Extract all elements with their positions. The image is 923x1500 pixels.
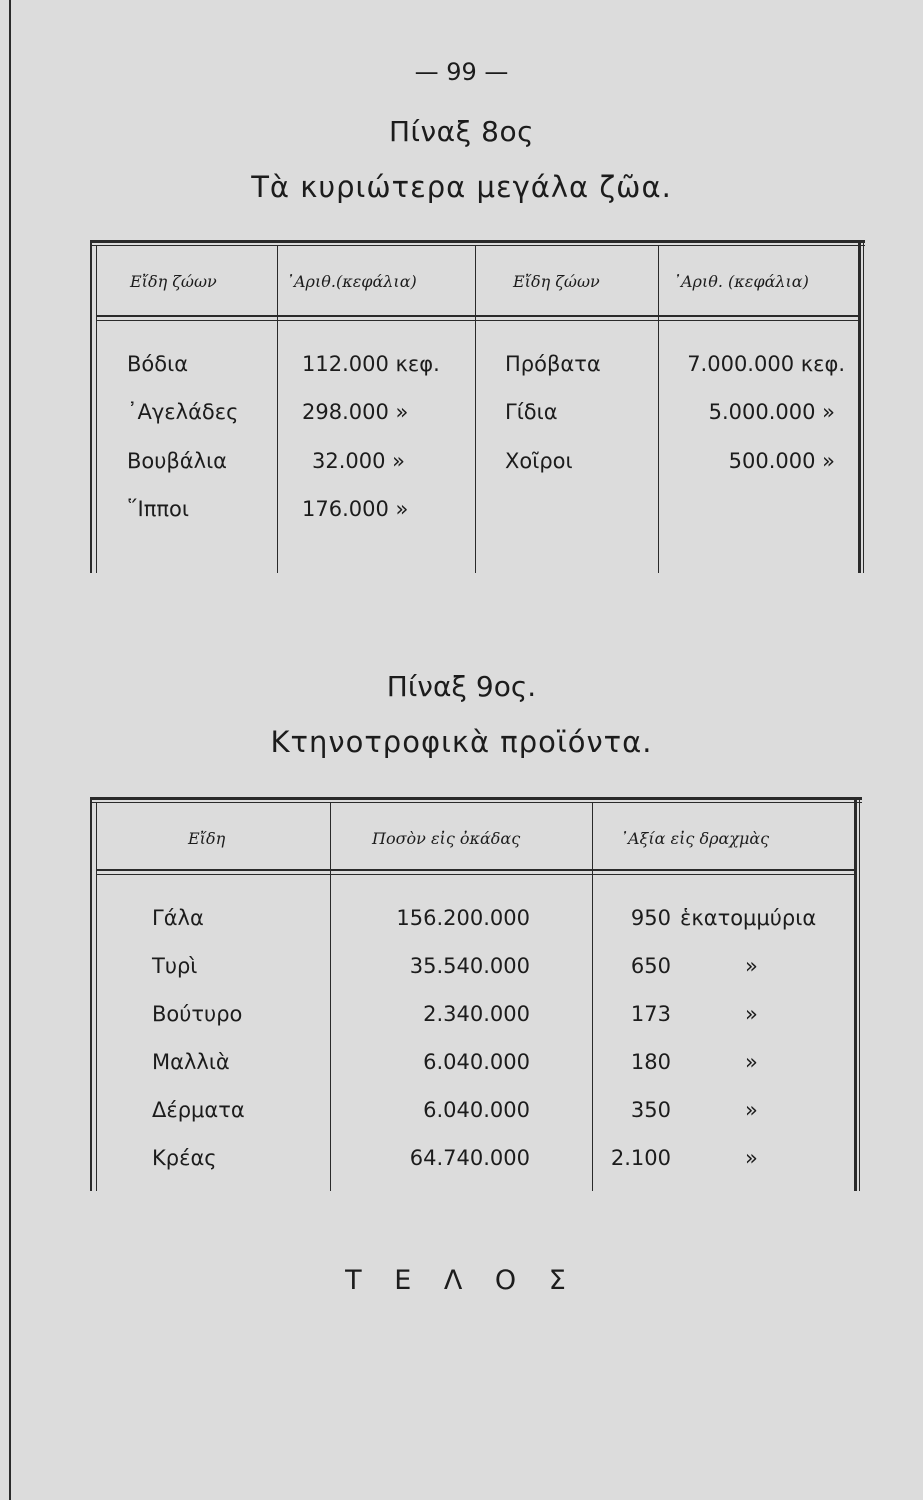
- table2-row1-unit: ἑκατομμύρια: [680, 906, 817, 930]
- table2-row4-unit: »: [745, 1050, 758, 1074]
- table1-row2-animal1: ᾿Αγελάδες: [127, 400, 239, 424]
- table2: [90, 797, 862, 1191]
- table1-row3-animal2: Χοῖροι: [505, 449, 573, 473]
- table2-header-quantity: Ποσὸν εἰς ὀκάδας: [372, 829, 521, 848]
- table1-row3-count1: 32.000 »: [312, 449, 406, 473]
- table1-header-kinds-a: Εἴδη ζώων: [130, 272, 217, 291]
- table1-row4-count1: 176.000 »: [302, 497, 409, 521]
- table1-row2-count1: 298.000 »: [302, 400, 409, 424]
- table2-row5-unit: »: [745, 1098, 758, 1122]
- table1-row1-animal2: Πρόβατα: [505, 352, 601, 376]
- ending-text: Τ Ε Λ Ο Σ: [345, 1265, 578, 1296]
- table2-row3-item: Βούτυρο: [152, 1002, 243, 1026]
- table2-header-kinds: Εἴδη: [188, 829, 226, 848]
- table1: [90, 240, 865, 573]
- table1-header-count-b: ᾿Αριθ. (κεφάλια): [673, 272, 809, 291]
- table2-row6-quantity: 64.740.000: [409, 1146, 530, 1170]
- table2-row2-unit: »: [745, 954, 758, 978]
- table1-header-count-a: ᾿Αριθ.(κεφάλια): [286, 272, 417, 291]
- table1-row3-animal1: Βουβάλια: [127, 449, 228, 473]
- table2-title: Πίναξ 9ος.: [386, 670, 537, 703]
- page-number: — 99 —: [414, 58, 509, 86]
- table2-row1-value: 950: [630, 906, 671, 930]
- table2-subtitle: Κτηνοτροφικὰ προϊόντα.: [270, 725, 653, 759]
- table1-row2-count2: 5.000.000 »: [708, 400, 835, 424]
- table2-row3-value: 173: [630, 1002, 671, 1026]
- table1-row2-animal2: Γίδια: [505, 400, 558, 424]
- table1-row3-count2: 500.000 »: [728, 449, 835, 473]
- table1-row1-count2: 7.000.000 κεφ.: [687, 352, 845, 376]
- table2-row4-item: Μαλλιὰ: [152, 1050, 230, 1074]
- table2-row6-value: 2.100: [610, 1146, 671, 1170]
- table1-subtitle: Τὰ κυριώτερα μεγάλα ζῶα.: [251, 170, 672, 204]
- table1-row1-animal1: Βόδια: [127, 352, 189, 376]
- table2-row6-unit: »: [745, 1146, 758, 1170]
- table2-row6-item: Κρέας: [152, 1146, 217, 1170]
- table2-row2-quantity: 35.540.000: [409, 954, 530, 978]
- table2-row1-quantity: 156.200.000: [396, 906, 530, 930]
- table2-row2-value: 650: [630, 954, 671, 978]
- table2-row5-item: Δέρματα: [152, 1098, 245, 1122]
- table1-row4-animal1: ῞Ιπποι: [127, 497, 189, 521]
- table2-row5-value: 350: [630, 1098, 671, 1122]
- table2-row4-value: 180: [630, 1050, 671, 1074]
- table2-header-value: ᾿Αξία εἰς δραχμὰς: [620, 829, 770, 848]
- table1-row1-count1: 112.000 κεφ.: [302, 352, 440, 376]
- table2-row3-unit: »: [745, 1002, 758, 1026]
- table1-title: Πίναξ 8ος: [388, 115, 535, 148]
- table2-row3-quantity: 2.340.000: [423, 1002, 530, 1026]
- table2-row5-quantity: 6.040.000: [423, 1098, 530, 1122]
- table1-header-kinds-b: Εἴδη ζώων: [513, 272, 600, 291]
- table2-row4-quantity: 6.040.000: [423, 1050, 530, 1074]
- table2-row2-item: Τυρὶ: [152, 954, 198, 978]
- table2-row1-item: Γάλα: [152, 906, 204, 930]
